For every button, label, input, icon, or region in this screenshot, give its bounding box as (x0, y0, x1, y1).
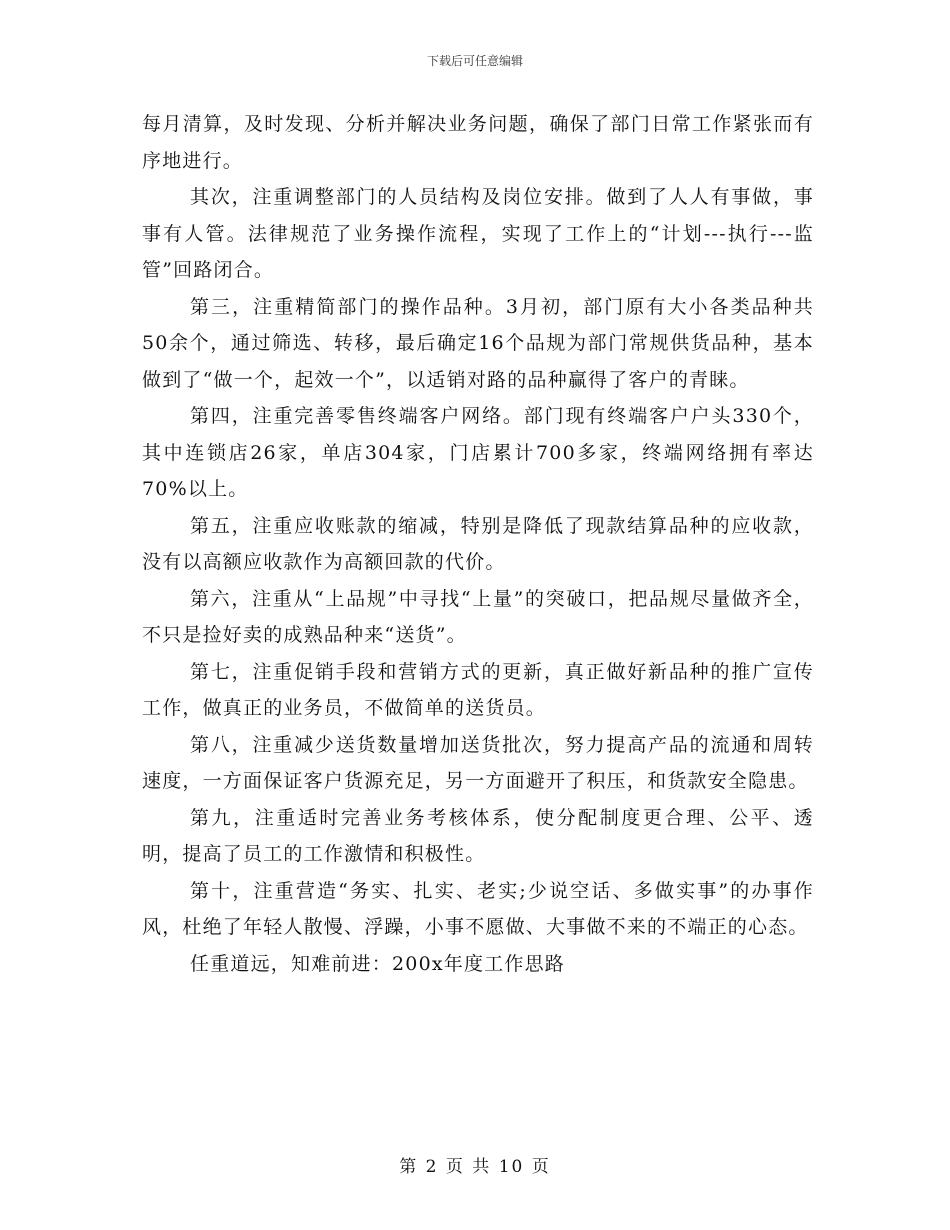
paragraph: 第六，注重从“上品规”中寻找“上量”的突破口，把品规尽量做齐全，不只是捡好卖的成熟品种来“送货”。 (142, 587, 814, 646)
paragraph: 第七，注重促销手段和营销方式的更新，真正做好新品种的推广宣传工作，做真正的业务员，不做简单的送货员。 (142, 660, 814, 719)
body-text (142, 106, 814, 982)
paragraph: 第四，注重完善零售终端客户网络。部门现有终端客户户头330个，其中连锁店26家，单店304家，门店累计700多家，终端网络拥有率达70%以上。 (142, 405, 814, 500)
paragraph: 每月清算，及时发现、分析并解决业务问题，确保了部门日常工作紧张而有序地进行。 (142, 113, 814, 172)
section-heading: 任重道远，知难前进：200x年度工作思路 (190, 952, 565, 975)
paragraph: 第三，注重精简部门的操作品种。3月初，部门原有大小各类品种共50余个，通过筛选、转移，最后确定16个品规为部门常规供货品种，基本做到了“做一个，起效一个”，以适销对路的品种赢得了客户的青睐。 (142, 295, 814, 391)
paragraph: 其次，注重调整部门的人员结构及岗位安排。做到了人人有事做，事事有人管。法律规范了业务操作流程，实现了工作上的“计划---执行---监管”回路闭合。 (142, 186, 814, 281)
paragraph: 第五，注重应收账款的缩减，特别是降低了现款结算品种的应收款，没有以高额应收款作为高额回款的代价。 (142, 514, 814, 573)
paragraph: 第九，注重适时完善业务考核体系，使分配制度更合理、公平、透明，提高了员工的工作激情和积极性。 (142, 806, 814, 865)
page-number: 第 2 页 共 10 页 (399, 1157, 551, 1177)
paragraph: 第八，注重减少送货数量增加送货批次，努力提高产品的流通和周转速度，一方面保证客户货源充足，另一方面避开了积压，和货款安全隐患。 (142, 733, 814, 792)
page-header: 下载后可任意编辑 (426, 54, 523, 68)
paragraph: 第十，注重营造“务实、扎实、老实;少说空话、多做实事”的办事作风，杜绝了年轻人散慢、浮躁，小事不愿做、大事做不来的不端正的心态。 (142, 879, 814, 938)
